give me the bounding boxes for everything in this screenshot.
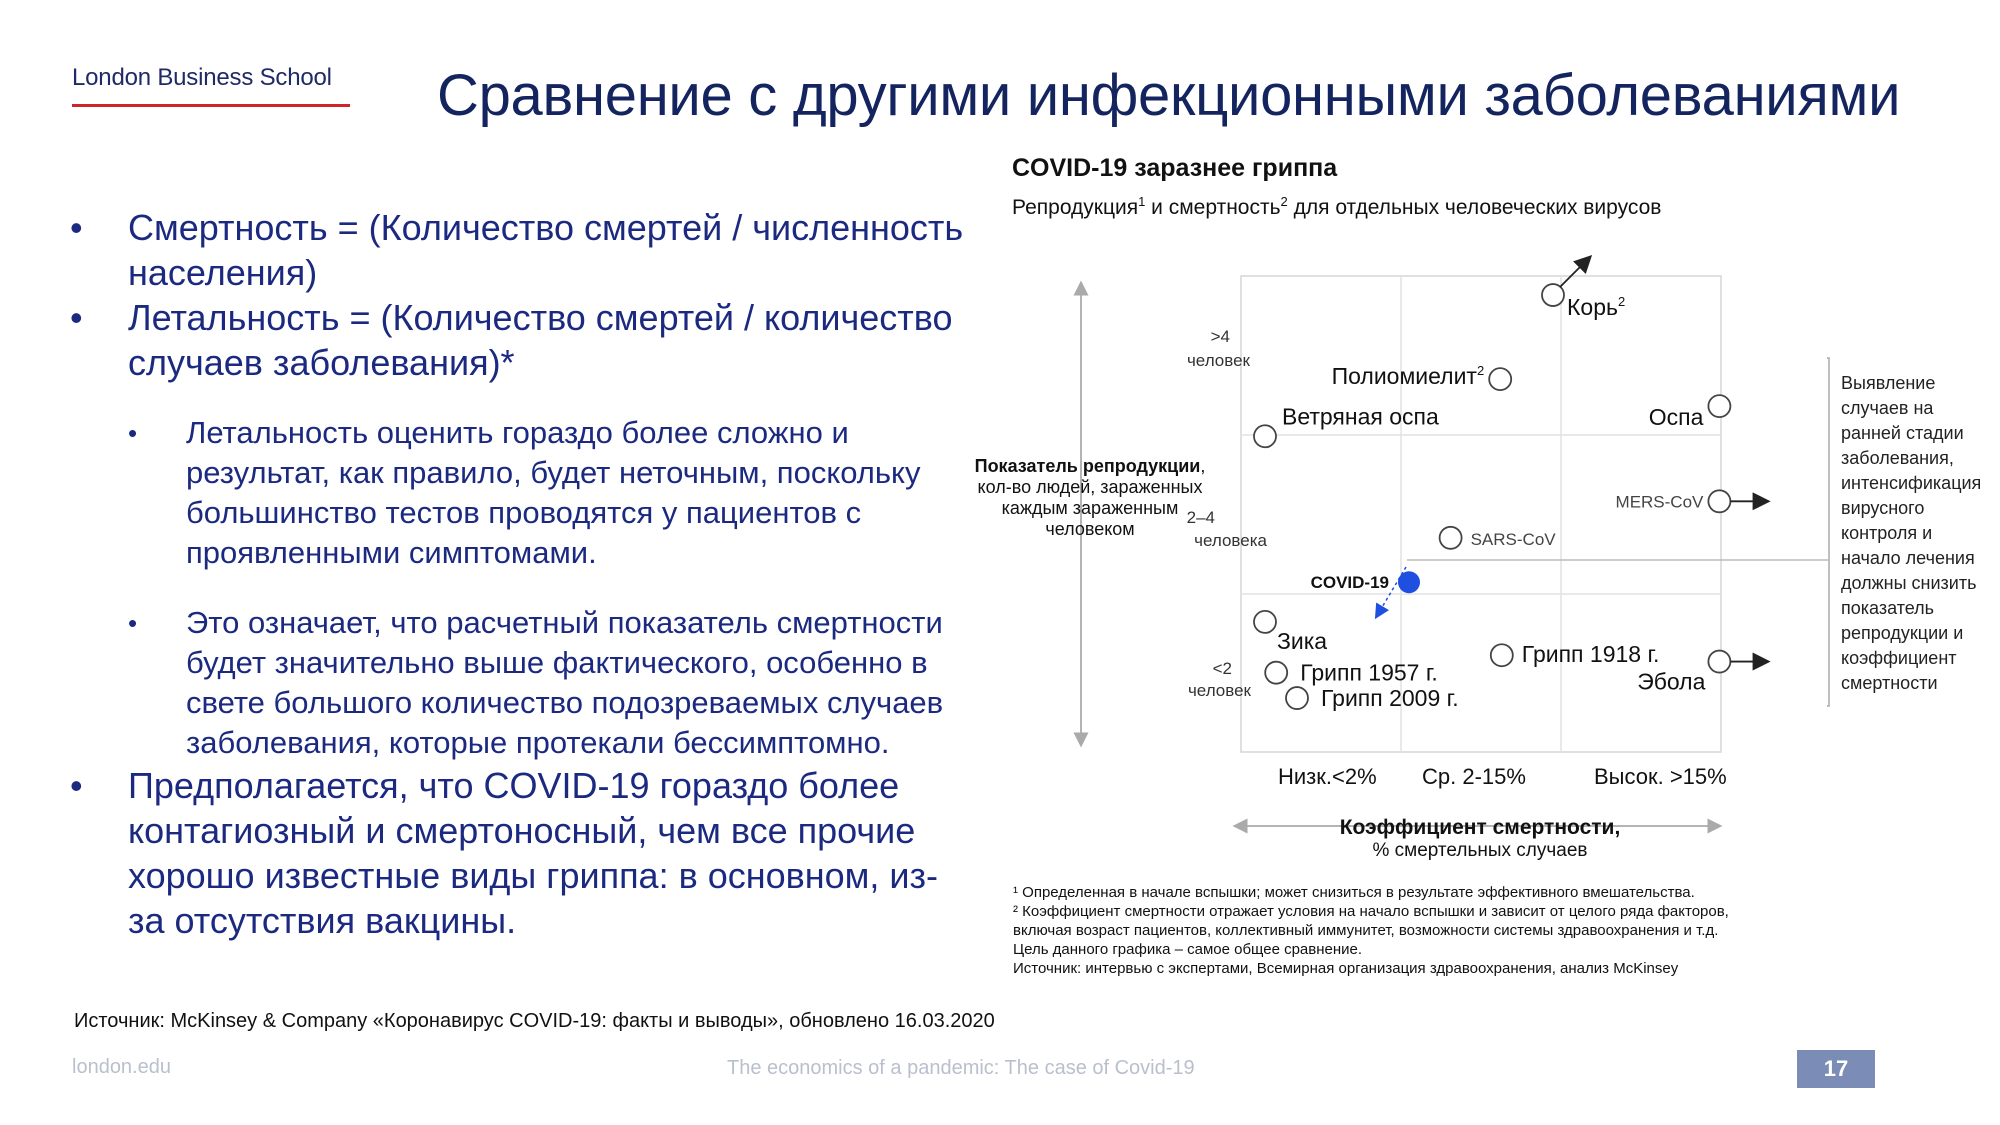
logo-underline bbox=[72, 104, 350, 107]
point-label-грипп-1957-г: Грипп 1957 г. bbox=[1300, 659, 1438, 686]
footnote-4: Цель данного графика – самое общее сравнение. bbox=[1013, 941, 1363, 958]
y-band-high-top: >4 bbox=[1210, 327, 1230, 346]
point-2 bbox=[1332, 363, 1512, 390]
point-8 bbox=[1254, 611, 1327, 654]
y-band-mid-bottom: человека bbox=[1194, 531, 1267, 550]
annotation-line-4: заболевания, bbox=[1841, 448, 1954, 468]
point-10 bbox=[1491, 641, 1660, 667]
annotation-bracket bbox=[1827, 358, 1829, 706]
annotation-line-13: смертности bbox=[1841, 673, 1938, 693]
point-12 bbox=[1286, 685, 1459, 711]
bullet-list bbox=[70, 205, 970, 943]
point-1 bbox=[1542, 260, 1625, 320]
y-band-high-bottom: человек bbox=[1186, 351, 1250, 370]
y-axis-label-line-3: человеком bbox=[1045, 519, 1135, 539]
annotation-line-8: начало лечения bbox=[1841, 548, 1975, 568]
school-logo: London Business School bbox=[72, 64, 332, 91]
x-category-low: Низк.<2% bbox=[1278, 764, 1377, 789]
x-axis-sublabel: % смертельных случаев bbox=[1372, 840, 1588, 861]
annotation-line-2: случаев на bbox=[1841, 398, 1934, 418]
point-marker bbox=[1708, 651, 1730, 673]
point-label-sars-cov: SARS-CoV bbox=[1470, 529, 1556, 549]
annotation-line-1: Выявление bbox=[1841, 373, 1936, 393]
chart-title: COVID-19 заразнее гриппа bbox=[1012, 154, 1338, 182]
y-band-mid-top: 2–4 bbox=[1186, 508, 1215, 527]
point-label-зика: Зика bbox=[1277, 627, 1328, 654]
point-marker bbox=[1489, 368, 1511, 390]
chart-subtitle: Репродукция$^1$ и смертность$^2$ для отдельных человеческих вирусов bbox=[1012, 194, 1662, 219]
bullet-conclusion: • Предполагается, что COVID-19 гораздо более контагиозный и смертоносный, чем все прочие хорошо известные виды гриппа: в основном, из-за отсутствия вакцины. bbox=[70, 763, 970, 943]
annotation-line-6: вирусного bbox=[1841, 498, 1925, 518]
chart-footnotes bbox=[1013, 883, 1913, 978]
y-axis-label: Показатель репродукции, bbox=[974, 456, 1206, 476]
point-6 bbox=[1440, 527, 1557, 549]
point-label-грипп-2009-г: Грипп 2009 г. bbox=[1321, 685, 1459, 712]
point-marker bbox=[1286, 687, 1308, 709]
point-marker bbox=[1440, 527, 1462, 549]
annotation-line-9: должны снизить bbox=[1841, 573, 1977, 593]
point-marker-highlight bbox=[1398, 571, 1420, 593]
point-7 bbox=[1311, 571, 1420, 593]
annotation-line-5: интенсификация bbox=[1841, 473, 1982, 493]
footnote-3: включая возраст пациентов, коллективный иммунитет, возможности системы здравоохранения и т.д. bbox=[1013, 922, 1719, 939]
y-band-low-bottom: человек bbox=[1187, 681, 1251, 700]
annotation-line-10: показатель bbox=[1841, 598, 1935, 618]
point-label-полиомиелит: Полиомиелит$^2$ bbox=[1331, 363, 1485, 390]
annotation-text bbox=[1841, 373, 1981, 693]
point-label-covid-19: COVID-19 bbox=[1310, 573, 1389, 593]
page-number: 17 bbox=[1797, 1050, 1875, 1088]
point-4 bbox=[1254, 403, 1439, 447]
source-note: Источник: McKinsey & Company «Коронавирус COVID-19: факты и выводы», обновлено 16.03.2020 bbox=[74, 1010, 995, 1032]
point-5 bbox=[1616, 490, 1764, 512]
sub-bullet-estimate: • Летальность оценить гораздо более сложно и результат, как правило, будет неточным, поскольку большинство тестов проводятся у пациентов с проявленными симптомами. bbox=[70, 413, 970, 573]
y-band-low-top: <2 bbox=[1212, 659, 1232, 678]
point-label-эбола: Эбола bbox=[1637, 668, 1706, 695]
point-3 bbox=[1649, 395, 1731, 430]
annotation-line-11: репродукции и bbox=[1841, 623, 1964, 643]
reproduction-mortality-chart bbox=[940, 140, 2000, 880]
annotation-line-7: контроля и bbox=[1841, 523, 1933, 543]
bullet-lethality: • Летальность = (Количество смертей / количество случаев заболевания)* bbox=[70, 295, 970, 385]
x-category-high: Высок. >15% bbox=[1594, 764, 1727, 789]
point-marker bbox=[1708, 395, 1730, 417]
data-points bbox=[1254, 260, 1763, 711]
point-label-mers-cov: MERS-CoV bbox=[1615, 492, 1704, 512]
slide-title: Сравнение с другими инфекционными заболеваниями bbox=[437, 63, 1901, 128]
point-9 bbox=[1265, 660, 1438, 686]
footnote-2: ² Коэффициент смертности отражает условия на начало вспышки и зависит от целого ряда факторов, bbox=[1013, 903, 1729, 920]
point-label-грипп-1918-г: Грипп 1918 г. bbox=[1521, 641, 1660, 668]
footnote-1: ¹ Определенная в начале вспышки; может снизиться в результате эффективного вмешательства. bbox=[1013, 884, 1695, 901]
x-axis-label: Коэффициент смертности, bbox=[1339, 816, 1621, 839]
y-axis-label-line-2: каждым зараженным bbox=[1001, 498, 1179, 518]
footnote-5: Источник: интервью с экспертами, Всемирная организация здравоохранения, анализ McKinsey bbox=[1013, 960, 1679, 977]
footer-site: london.edu bbox=[72, 1056, 171, 1078]
annotation-line-3: ранней стадии bbox=[1841, 423, 1964, 443]
point-arrow-up-right bbox=[1560, 260, 1587, 287]
point-marker bbox=[1254, 611, 1276, 633]
point-label-ветряная-оспа: Ветряная оспа bbox=[1282, 403, 1439, 430]
bullet-mortality: • Смертность = (Количество смертей / численность населения) bbox=[70, 205, 970, 295]
annotation-line-12: коэффициент bbox=[1841, 648, 1957, 668]
y-axis-label-line-1: кол-во людей, зараженных bbox=[977, 477, 1203, 497]
point-marker bbox=[1265, 662, 1287, 684]
point-marker bbox=[1708, 490, 1730, 512]
point-marker bbox=[1491, 644, 1513, 666]
sub-bullet-overestimate: • Это означает, что расчетный показатель смертности будет значительно выше фактического, особенно в свете большого количество подозреваемых случаев заболевания, которые протекали бессимптомно. bbox=[70, 603, 970, 763]
point-label-корь: Корь$^2$ bbox=[1567, 294, 1626, 321]
x-category-mid: Ср. 2-15% bbox=[1422, 764, 1526, 789]
point-label-оспа: Оспа bbox=[1648, 404, 1704, 431]
footer-course: The economics of a pandemic: The case of Covid-19 bbox=[727, 1057, 1195, 1079]
point-marker bbox=[1254, 425, 1276, 447]
